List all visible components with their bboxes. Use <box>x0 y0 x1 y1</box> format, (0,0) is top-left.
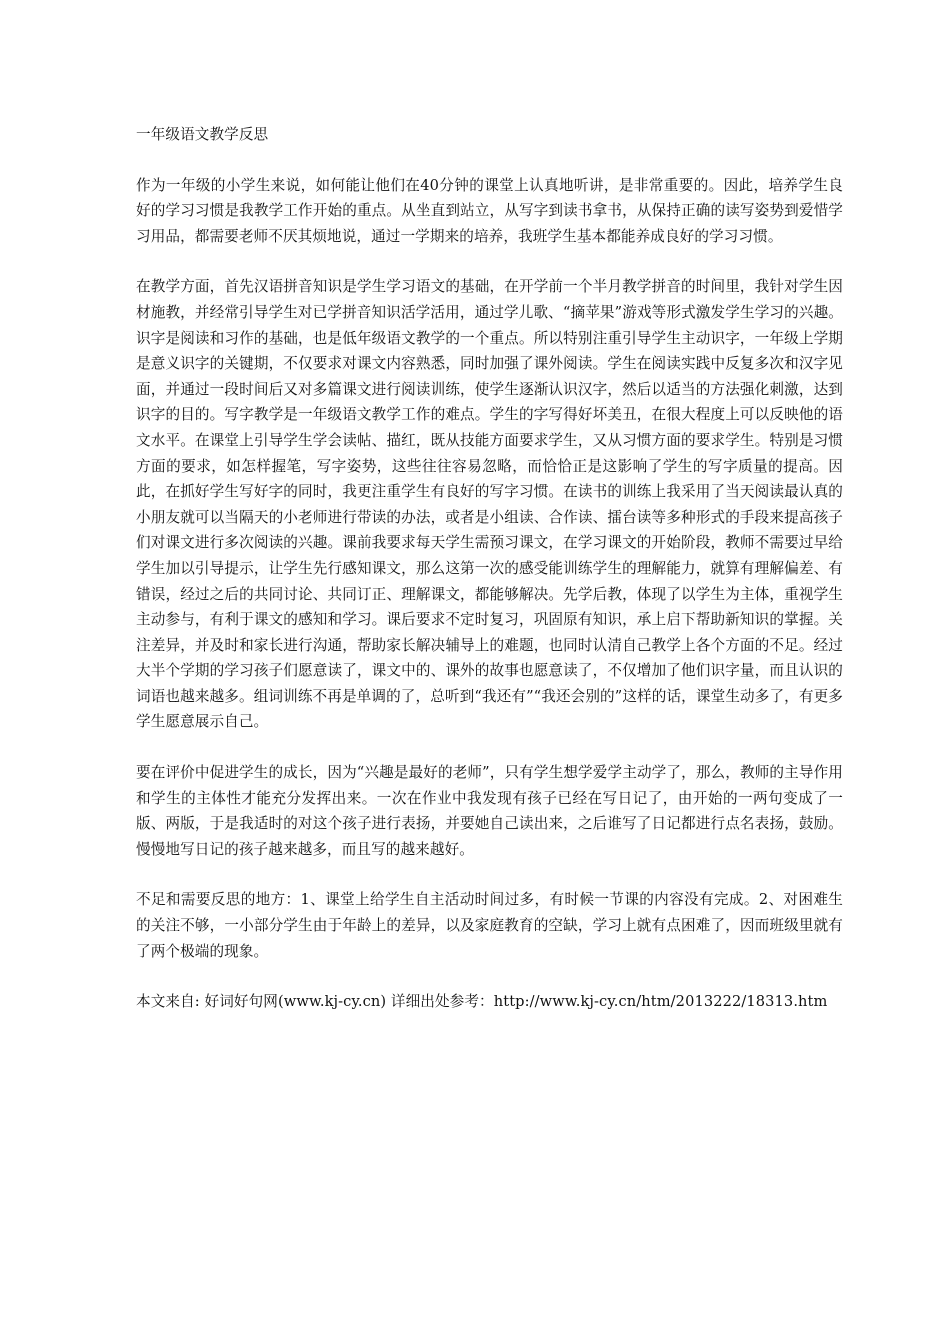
paragraph-study-habits: 作为一年级的小学生来说，如何能让他们在40分钟的课堂上认真地听讲，是非常重要的。因此，培养学生良好的学习习惯是我教学工作开始的重点。从坐直到站立，从写字到读书拿书，从保持正确的读写姿势到爱惜学习用品，都需要老师不厌其烦地说，通过一学期来的培养，我班学生基本都能养成良好的学习习惯。 <box>136 176 843 245</box>
paragraph-teaching-methods: 在教学方面，首先汉语拼音知识是学生学习语文的基础，在开学前一个半月教学拼音的时间里，我针对学生因材施教，并经常引导学生对已学拼音知识活学活用，通过学儿歌、“摘苹果”游戏等形式激发学生学习的兴趣。识字是阅读和习作的基础，也是低年级语文教学的一个重点。所以特别注重引导学生主动识字，一年级上学期是意义识字的关键期，不仅要求对课文内容熟悉，同时加强了课外阅读。学生在阅读实践中反复多次和汉字见面，并通过一段时间后又对多篇课文进行阅读训练，使学生逐渐认识汉字，然后以适当的方法强化刺激，达到识字的目的。写字教学是一年级语文教学工作的难点。学生的字写得好坏美丑，在很大程度上可以反映他的语文水平。在课堂上引导学生学会读帖、描红，既从技能方面要求学生，又从习惯方面的要求学生。特别是习惯方面的要求，如怎样握笔，写字姿势，这些往往容易忽略，而恰恰正是这影响了学生的写字质量的提高。因此，在抓好学生写好字的同时，我更注重学生有良好的写字习惯。在读书的训练上我采用了当天阅读最认真的小朋友就可以当隔天的小老师进行带读的办法，或者是小组读、合作读、擂台读等多种形式的手段来提高孩子们对课文进行多次阅读的兴趣。课前我要求每天学生需预习课文，在学习课文的开始阶段，教师不需要过早给学生加以引导提示，让学生先行感知课文，那么这第一次的感受能训练学生的理解能力，就算有理解偏差、有错误，经过之后的共同讨论、共同订正、理解课文，都能够解决。先学后教，体现了以学生为主体，重视学生主动参与，有利于课文的感知和学习。课后要求不定时复习，巩固原有知识，承上启下帮助新知识的掌握。关注差异，并及时和家长进行沟通，帮助家长解决辅导上的难题，也同时认清自己教学上各个方面的不足。经过大半个学期的学习孩子们愿意读了，课文中的、课外的故事也愿意读了，不仅增加了他们识字量，而且认识的词语也越来越多。组词训练不再是单调的了，总听到“我还有”“我还会别的”这样的话，课堂生动多了，有更多学生愿意展示自己。 <box>136 278 843 731</box>
source-line: 本文来自: 好词好句网(www.kj-cy.cn) 详细出处参考：http://www.kj-cy.cn/htm/2013222/18313.htm <box>136 993 828 1011</box>
paragraph-evaluation: 要在评价中促进学生的成长，因为“兴趣是最好的老师”，只有学生想学爱学主动学了，那么，教师的主导作用和学生的主体性才能充分发挥出来。一次在作业中我发现有孩子已经在写日记了，由开始的一两句变成了一版、两版，于是我适时的对这个孩子进行表扬，并要她自己读出来，之后谁写了日记都进行点名表扬，鼓励。慢慢地写日记的孩子越来越多，而且写的越来越好。 <box>136 764 843 858</box>
document-page <box>136 122 843 1015</box>
paragraph-shortcomings: 不足和需要反思的地方：1、课堂上给学生自主活动时间过多，有时候一节课的内容没有完成。2、对困难生的关注不够，一小部分学生由于年龄上的差异，以及家庭教育的空缺，学习上就有点困难了，因而班级里就有了两个极端的现象。 <box>136 891 843 960</box>
document-title: 一年级语文教学反思 <box>136 126 269 143</box>
